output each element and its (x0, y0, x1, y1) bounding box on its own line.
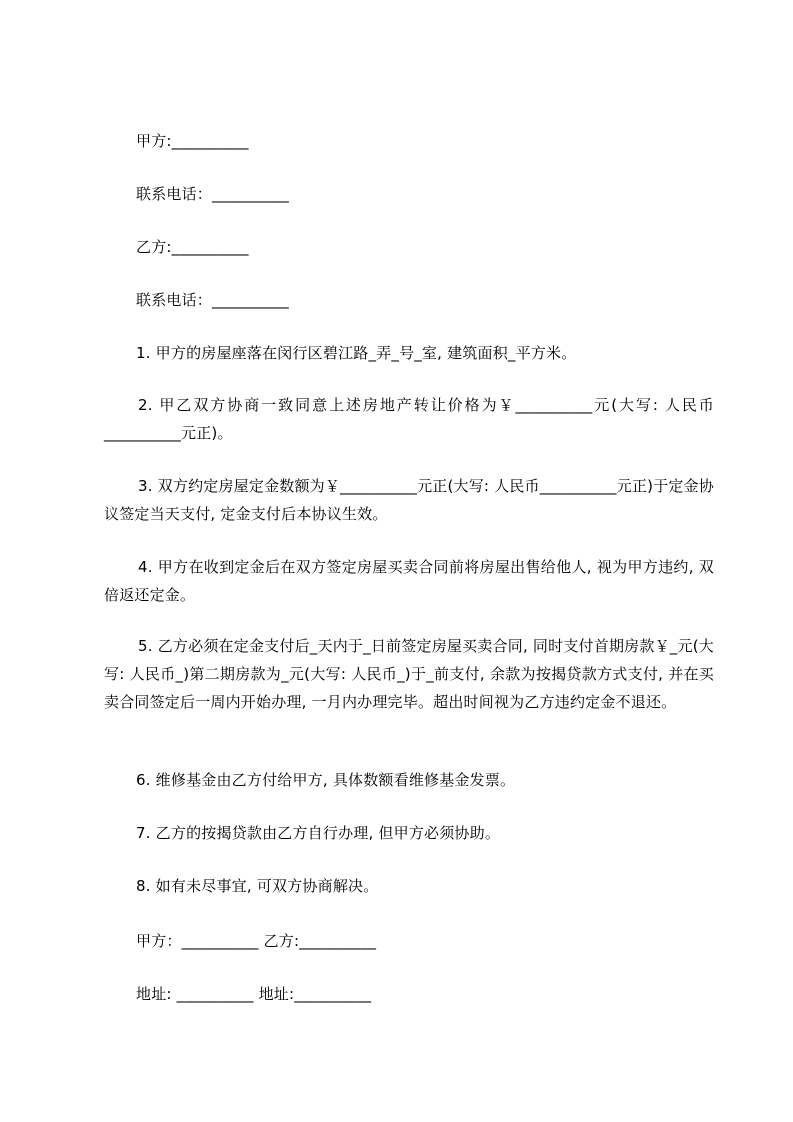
clause-6: 6. 维修基金由乙方付给甲方, 具体数额看维修基金发票。 (136, 771, 516, 789)
clause-7: 7. 乙方的按揭贷款由乙方自行办理, 但甲方必须协助。 (136, 824, 501, 842)
clause-3: 3. 双方约定房屋定金数额为￥__________元正(大写: 人民币__________元正)于定金协议签定当天支付, 定金支付后本协议生效。 (104, 477, 715, 523)
party-b-line: 乙方:__________ (136, 238, 249, 256)
party-a-line: 甲方:__________ (136, 132, 249, 150)
address-line: 地址: __________ 地址:__________ (136, 985, 372, 1003)
party-a-phone-line: 联系电话：__________ (136, 185, 290, 203)
clause-4: 4. 甲方在收到定金后在双方签定房屋买卖合同前将房屋出售给他人, 视为甲方违约, 双倍返还定金。 (104, 558, 714, 604)
clause-2: 2. 甲乙双方协商一致同意上述房地产转让价格为￥__________元(大写: 人民币__________元正)。 (104, 396, 714, 442)
clause-5: 5. 乙方必须在定金支付后_天内于_日前签定房屋买卖合同, 同时支付首期房款￥_元(大写: 人民币_)第二期房款为_元(大写: 人民币_)于_前支付, 余款为按揭贷款方式支付, 并在买卖合同签定后一周内开始办理, 一月内办理完毕。超出时间视为乙方违约定金不退还。 (104, 637, 714, 711)
signature-line: 甲方：__________ 乙方:__________ (136, 932, 377, 950)
clause-1: 1. 甲方的房屋座落在闵行区碧江路_弄_号_室, 建筑面积_平方米。 (136, 344, 577, 362)
clause-8: 8. 如有未尽事宜, 可双方协商解决。 (136, 877, 379, 895)
party-b-phone-line: 联系电话：__________ (136, 291, 290, 309)
